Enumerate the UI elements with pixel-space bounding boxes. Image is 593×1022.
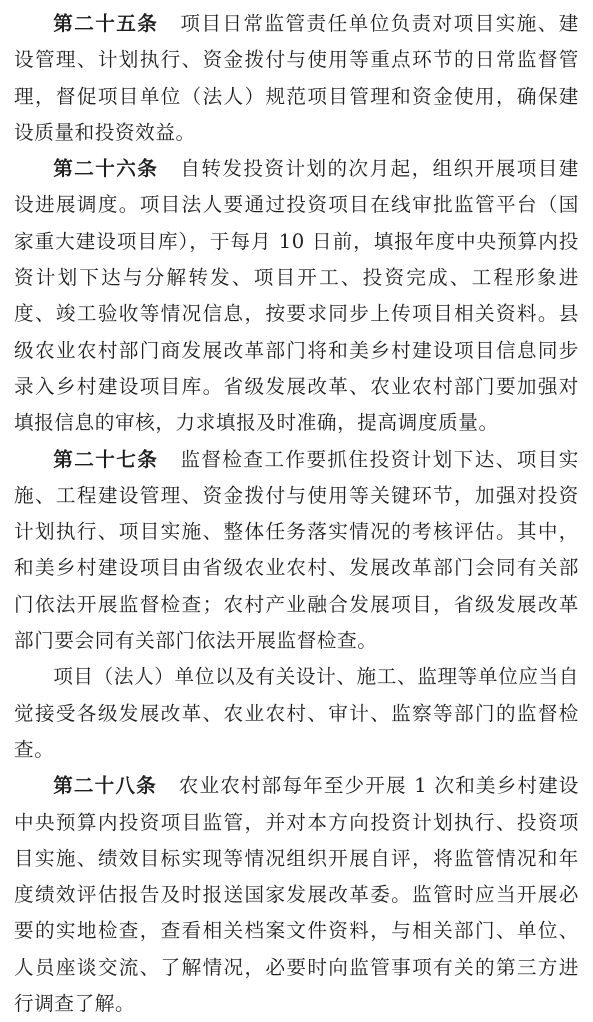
article-number: 第二十六条 [53, 157, 159, 181]
article-27-supplement [14, 659, 579, 768]
article-number: 第二十五条 [53, 12, 159, 35]
article-body: 监督检查工作要抓住投资计划下达、项目实施、工程建设管理、资金拨付与使用等关键环节，加强对投资计划执行、项目实施、整体任务落实情况的考核评估。其中，和美乡村建设项目由省级农业农村、发展改革部门会同有关部门依法开展监督检查；农村产业融合发展项目，省级发展改革部门要会同有关部门依法开展监督检查。 [14, 447, 580, 653]
article-body: 自转发投资计划的次月起，组织开展项目建设进展调度。项目法人要通过投资项目在线审批监管平台（国家重大建设项目库），于每月 10 日前，填报年度中央预算内投资计划下达与分解转发、项目开工、投资完成、工程形象进度、竣工验收等情况信息，按要求同步上传项目相关资料。县级农业农村部门商发展改革部门将和美乡村建设项目信息同步录入乡村建设项目库。省级发展改革、农业农村部门要加强对填报信息的审核，力求填报及时准确，提高调度质量。 [14, 157, 580, 435]
article-body: 项目（法人）单位以及有关设计、施工、监理等单位应当自觉接受各级发展改革、农业农村、审计、监察等部门的监督检查。 [14, 665, 579, 761]
article-28 [14, 768, 579, 1022]
article-body: 农业农村部每年至少开展 1 次和美乡村建设中央预算内投资项目监管，并对本方向投资计划执行、投资项目实施、绩效目标实现等情况组织开展自评，将监管情况和年度绩效评估报告及时报送国家发展改革委。监管时应当开展必要的实地检查，查看相关档案文件资料，与相关部门、单位、人员座谈交流、了解情况，必要时向监管事项有关的第三方进行调查了解。 [14, 774, 580, 1016]
article-body: 项目日常监管责任单位负责对项目实施、建设管理、计划执行、资金拨付与使用等重点环节的日常监督管理，督促项目单位（法人）规范项目管理和资金使用，确保建设质量和投资效益。 [14, 12, 580, 144]
article-number: 第二十七条 [53, 447, 159, 471]
article-27 [14, 442, 579, 660]
article-25 [14, 6, 579, 151]
article-number: 第二十八条 [53, 774, 157, 798]
article-26 [14, 151, 579, 441]
